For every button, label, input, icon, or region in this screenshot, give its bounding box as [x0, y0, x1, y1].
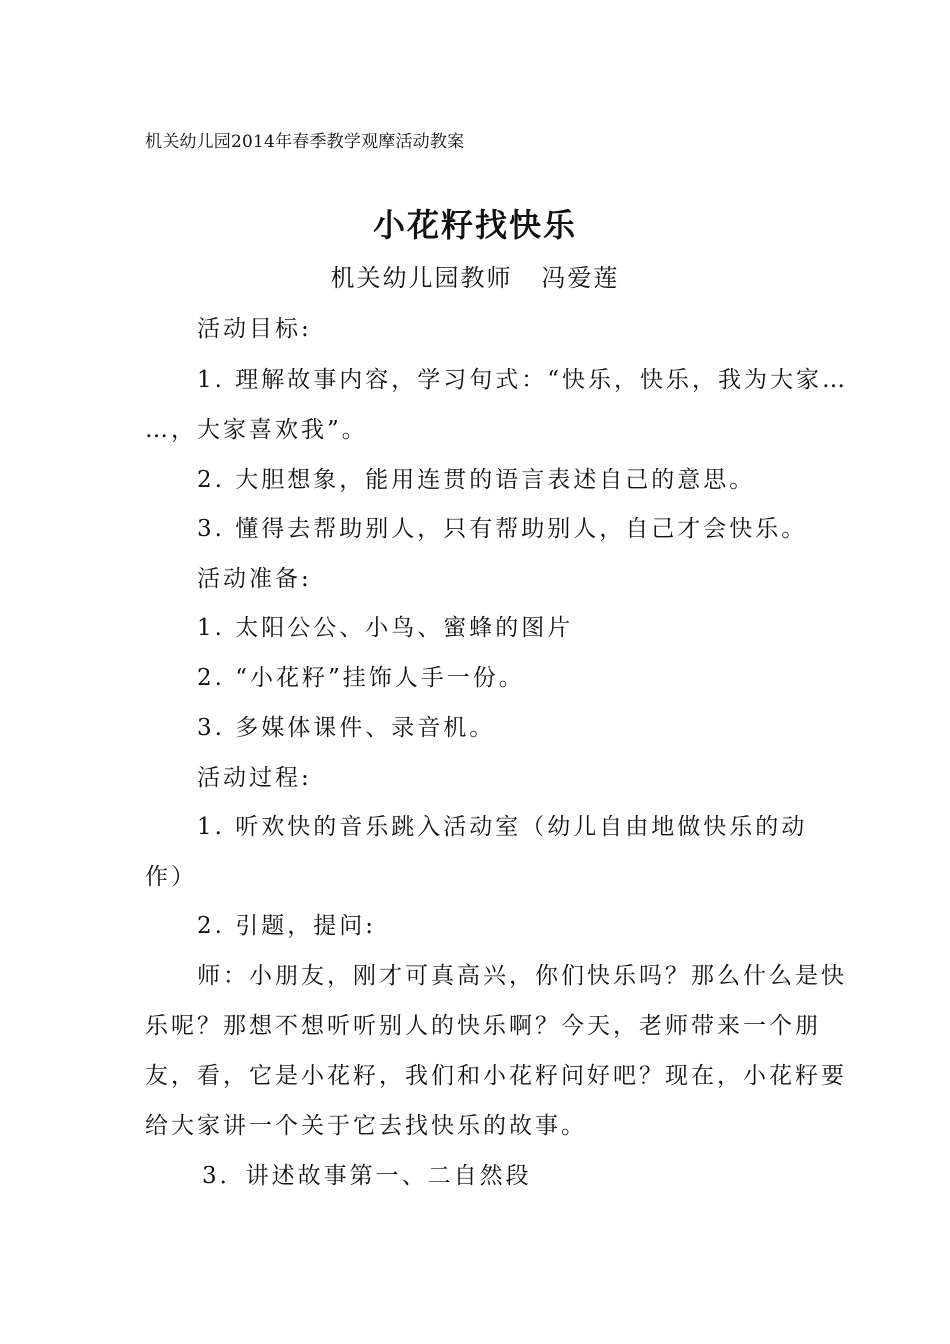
document-header: 机关幼儿园2014年春季教学观摩活动教案	[145, 132, 465, 152]
paragraph-line: 乐呢？那想不想听听别人的快乐啊？今天，老师带来一个朋	[145, 1013, 821, 1039]
section-heading-preparation: 活动准备:	[197, 566, 312, 592]
paragraph-line: 2. 大胆想象，能用连贯的语言表述自己的意思。	[197, 467, 756, 493]
section-heading-goals: 活动目标:	[197, 316, 312, 342]
section-heading-process: 活动过程:	[197, 765, 312, 791]
document-title: 小花籽找快乐	[372, 206, 577, 244]
paragraph-line: 3. 多媒体课件、录音机。	[197, 715, 496, 741]
paragraph-line: 3．讲述故事第一、二自然段	[202, 1163, 532, 1189]
paragraph-line: 1. 理解故事内容，学习句式：“快乐，快乐，我为大家…	[197, 367, 849, 393]
paragraph-line: 1. 听欢快的音乐跳入活动室（幼儿自由地做快乐的动	[197, 814, 808, 840]
paragraph-line: 1. 太阳公公、小鸟、蜜蜂的图片	[197, 615, 574, 641]
paragraph-line: 3. 懂得去帮助别人，只有帮助别人，自己才会快乐。	[197, 516, 808, 542]
document-author: 机关幼儿园教师 冯爱莲	[330, 264, 620, 292]
paragraph-line: 2. 引题，提问:	[197, 913, 377, 939]
paragraph-line: 友，看，它是小花籽，我们和小花籽问好吧？现在，小花籽要	[145, 1063, 847, 1089]
paragraph-line: …，大家喜欢我”。	[145, 417, 368, 443]
paragraph-line: 2. “小花籽”挂饰人手一份。	[197, 665, 525, 691]
paragraph-line: 作）	[145, 864, 197, 890]
paragraph-line: 师：小朋友，刚才可真高兴，你们快乐吗？那么什么是快	[197, 963, 847, 989]
paragraph-line: 给大家讲一个关于它去找快乐的故事。	[145, 1113, 587, 1139]
